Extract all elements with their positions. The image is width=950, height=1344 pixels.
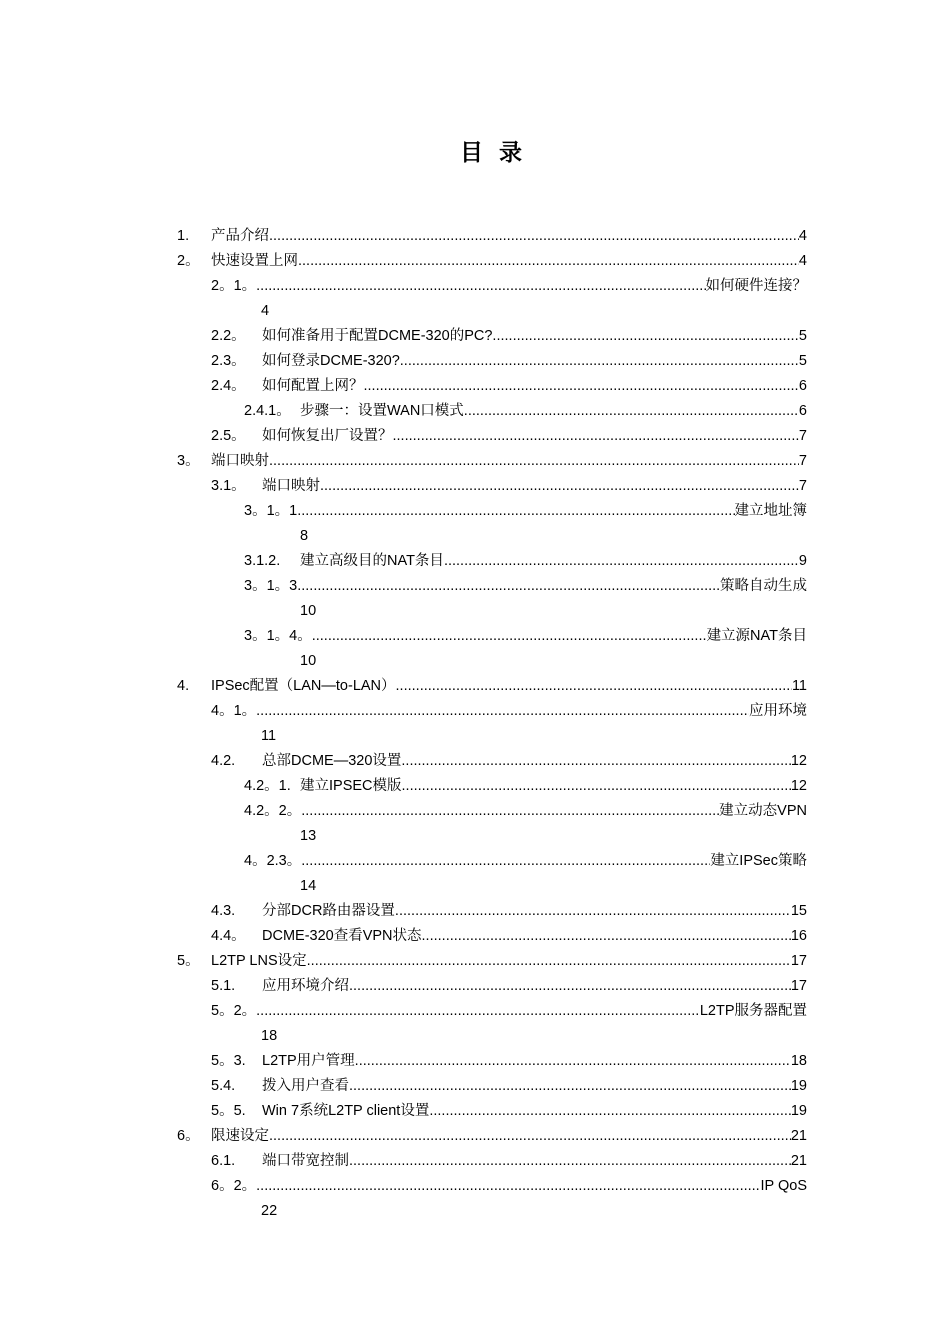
toc-entry-title: 建立动态VPN bbox=[719, 803, 807, 819]
toc-entry-number: 6。 bbox=[177, 1128, 200, 1144]
toc-page-number: 8 bbox=[300, 528, 309, 544]
toc-entry-number: 4.3. bbox=[211, 903, 236, 919]
toc-dot-leader bbox=[307, 949, 791, 974]
toc-entry-title: IP QoS bbox=[760, 1178, 807, 1194]
toc-page-number: 11 bbox=[261, 728, 277, 744]
toc-entry-title: 端口映射 bbox=[211, 453, 269, 469]
toc-page-number: 5 bbox=[798, 353, 807, 369]
toc-entry-number: 4.2. bbox=[211, 753, 236, 769]
toc-entry-number: 4.2。1. bbox=[244, 778, 291, 794]
toc-page-number: 17 bbox=[790, 953, 807, 969]
toc-entry-title: 建立地址簿 bbox=[734, 503, 807, 519]
toc-page-number: 10 bbox=[300, 653, 317, 669]
toc-entry-number: 4。2.3。 bbox=[244, 853, 302, 869]
toc-entry[interactable] bbox=[177, 1074, 807, 1099]
toc-entry-number: 3.1.2. bbox=[244, 553, 281, 569]
toc-entry-title: 策略自动生成 bbox=[720, 578, 807, 594]
toc-page-number: 22 bbox=[261, 1203, 278, 1219]
toc-entry[interactable] bbox=[177, 849, 807, 874]
toc-entry-number: 5。 bbox=[177, 953, 200, 969]
toc-page-number: 15 bbox=[790, 903, 807, 919]
toc-entry-title: IPSec配置（LAN—to-LAN） bbox=[211, 678, 396, 694]
toc-entry[interactable] bbox=[177, 474, 807, 499]
toc-entry-number: 4.2。2。 bbox=[244, 803, 302, 819]
toc-entry-number: 2.4。 bbox=[211, 378, 246, 394]
toc-page-number: 4 bbox=[798, 228, 807, 244]
toc-dot-leader bbox=[429, 1099, 791, 1124]
toc-entry-title: 端口带宽控制 bbox=[262, 1153, 349, 1169]
toc-dot-leader bbox=[256, 274, 705, 299]
toc-entry[interactable] bbox=[177, 499, 807, 524]
toc-entry-title: 如何登录DCME-320? bbox=[262, 353, 400, 369]
toc-entry[interactable] bbox=[177, 449, 807, 474]
toc-dot-leader bbox=[393, 424, 799, 449]
toc-page-number: 17 bbox=[790, 978, 807, 994]
toc-page-number: 11 bbox=[791, 678, 807, 694]
toc-page-number: 4 bbox=[798, 253, 807, 269]
toc-entry-title: L2TP LNS设定 bbox=[211, 953, 307, 969]
toc-entry[interactable] bbox=[177, 799, 807, 824]
toc-entry[interactable] bbox=[177, 949, 807, 974]
toc-entry-number: 2。 bbox=[177, 253, 200, 269]
toc-dot-leader bbox=[269, 1124, 791, 1149]
toc-entry-title: 总部DCME—320设置 bbox=[262, 753, 402, 769]
toc-dot-leader bbox=[349, 1074, 791, 1099]
toc-dot-leader bbox=[297, 499, 734, 524]
toc-dot-leader bbox=[464, 399, 799, 424]
toc-entry-number: 6。2。 bbox=[211, 1178, 257, 1194]
toc-entry[interactable] bbox=[177, 274, 807, 299]
toc-entry[interactable] bbox=[177, 674, 807, 699]
toc-entry-number: 5。3. bbox=[211, 1053, 246, 1069]
toc-entry-title: 如何配置上网？ bbox=[262, 378, 364, 394]
toc-entry-title: L2TP用户管理 bbox=[262, 1053, 355, 1069]
toc-dot-leader bbox=[400, 349, 799, 374]
toc-entry[interactable] bbox=[177, 1149, 807, 1174]
toc-page-number: 6 bbox=[798, 403, 807, 419]
toc-entry[interactable] bbox=[177, 324, 807, 349]
toc-page-number: 14 bbox=[300, 878, 317, 894]
toc-entry[interactable] bbox=[177, 699, 807, 724]
toc-page-number: 12 bbox=[790, 778, 807, 794]
toc-entry-number: 4.4。 bbox=[211, 928, 246, 944]
toc-entry-number: 2.2。 bbox=[211, 328, 246, 344]
toc-entry-title: 端口映射 bbox=[262, 478, 320, 494]
toc-entry-number: 1. bbox=[177, 228, 190, 244]
toc-dot-leader bbox=[349, 974, 791, 999]
toc-entry-number: 5。5. bbox=[211, 1103, 246, 1119]
toc-page-number: 12 bbox=[790, 753, 807, 769]
toc-entry-title: DCME-320查看VPN状态 bbox=[262, 928, 422, 944]
toc-entry-title: 建立高级目的NAT条目 bbox=[300, 553, 444, 569]
toc-entry-number: 2.3。 bbox=[211, 353, 246, 369]
toc-entry-title: 应用环境介绍 bbox=[262, 978, 349, 994]
toc-entry-number: 3。1。1 bbox=[244, 503, 298, 519]
toc-page-number: 10 bbox=[300, 603, 317, 619]
toc-dot-leader bbox=[298, 249, 799, 274]
toc-entry-number: 2.4.1。 bbox=[244, 403, 291, 419]
toc-dot-leader bbox=[256, 1174, 760, 1199]
toc-entry-title: Win 7系统L2TP client设置 bbox=[262, 1103, 430, 1119]
toc-page-number: 7 bbox=[798, 478, 807, 494]
toc-page-number: 21 bbox=[790, 1153, 807, 1169]
toc-entry[interactable] bbox=[177, 924, 807, 949]
toc-entry[interactable] bbox=[177, 899, 807, 924]
toc-entry[interactable] bbox=[177, 749, 807, 774]
toc-page-number: 19 bbox=[790, 1103, 807, 1119]
toc-dot-leader bbox=[349, 1149, 791, 1174]
toc-entry-title: 限速设定 bbox=[211, 1128, 269, 1144]
toc-page-number: 7 bbox=[798, 453, 807, 469]
toc-page-number: 4 bbox=[261, 303, 270, 319]
toc-entry[interactable] bbox=[177, 424, 807, 449]
toc-title: 目 录 bbox=[459, 140, 526, 166]
toc-entry-number: 2.5。 bbox=[211, 428, 246, 444]
toc-entry[interactable] bbox=[177, 249, 807, 274]
toc-entry-title: 快速设置上网 bbox=[211, 253, 298, 269]
toc-dot-leader bbox=[312, 624, 707, 649]
toc-entry-number: 4. bbox=[177, 678, 190, 694]
toc-entry-title: 如何硬件连接？ bbox=[705, 278, 807, 294]
toc-entry-number: 3。 bbox=[177, 453, 200, 469]
toc-dot-leader bbox=[269, 449, 799, 474]
toc-entry[interactable] bbox=[177, 224, 807, 249]
toc-entry-title: 建立IPSEC模版 bbox=[300, 778, 402, 794]
toc-entry-number: 5。2。 bbox=[211, 1003, 257, 1019]
toc-page-number: 6 bbox=[798, 378, 807, 394]
toc-entry[interactable] bbox=[177, 1124, 807, 1149]
toc-dot-leader bbox=[301, 799, 719, 824]
toc-dot-leader bbox=[396, 674, 792, 699]
toc-page-number: 19 bbox=[790, 1078, 807, 1094]
toc-entry-title: 如何恢复出厂设置？ bbox=[262, 428, 393, 444]
toc-entry-number: 5.1. bbox=[211, 978, 236, 994]
toc-entry[interactable] bbox=[177, 624, 807, 649]
toc-dot-leader bbox=[492, 324, 799, 349]
toc-entry-title: 拨入用户查看 bbox=[262, 1078, 349, 1094]
toc-entry[interactable] bbox=[177, 974, 807, 999]
toc-page-number: 21 bbox=[790, 1128, 807, 1144]
toc-entry-title: 建立IPSec策略 bbox=[710, 853, 807, 869]
toc-entry[interactable] bbox=[177, 999, 807, 1024]
toc-entry-title: L2TP服务器配置 bbox=[699, 1003, 807, 1019]
toc-page-number: 18 bbox=[790, 1053, 807, 1069]
toc-page-number: 13 bbox=[300, 828, 317, 844]
toc-dot-leader bbox=[320, 474, 799, 499]
toc-entry[interactable] bbox=[177, 549, 807, 574]
toc-entry[interactable] bbox=[177, 1174, 807, 1199]
toc-page-number: 16 bbox=[790, 928, 807, 944]
toc-dot-leader bbox=[444, 549, 799, 574]
toc-entry-title: 产品介绍 bbox=[211, 228, 269, 244]
toc-dot-leader bbox=[364, 374, 799, 399]
toc-entry[interactable] bbox=[177, 349, 807, 374]
toc-page-number: 5 bbox=[798, 328, 807, 344]
toc-entry-title: 步骤一：设置WAN口模式 bbox=[300, 403, 464, 419]
toc-entry-number: 3.1。 bbox=[211, 478, 246, 494]
toc-dot-leader bbox=[297, 574, 720, 599]
toc-entry-number: 5.4. bbox=[211, 1078, 236, 1094]
toc-dot-leader bbox=[402, 774, 791, 799]
toc-dot-leader bbox=[256, 999, 700, 1024]
toc-entry-title: 分部DCR路由器设置 bbox=[262, 903, 395, 919]
toc-entry[interactable] bbox=[177, 1099, 807, 1124]
toc-entry[interactable] bbox=[177, 399, 807, 424]
toc-entry-number: 2。1。 bbox=[211, 278, 257, 294]
toc-entry-number: 4。1。 bbox=[211, 703, 257, 719]
toc-entry[interactable] bbox=[177, 374, 807, 399]
toc-dot-leader bbox=[301, 849, 710, 874]
toc-entry-title: 应用环境 bbox=[749, 703, 807, 719]
table-of-contents bbox=[177, 224, 807, 1224]
toc-entry-title: 如何准备用于配置DCME-320的PC? bbox=[262, 328, 493, 344]
toc-page-number: 18 bbox=[261, 1028, 278, 1044]
toc-dot-leader bbox=[355, 1049, 791, 1074]
toc-entry[interactable] bbox=[177, 1049, 807, 1074]
toc-entry-number: 3。1。3 bbox=[244, 578, 298, 594]
toc-page-number: 7 bbox=[798, 428, 807, 444]
toc-dot-leader bbox=[422, 924, 791, 949]
toc-entry-number: 6.1. bbox=[211, 1153, 236, 1169]
toc-entry-title: 建立源NAT条目 bbox=[706, 628, 807, 644]
toc-page-number: 9 bbox=[798, 553, 807, 569]
toc-entry[interactable] bbox=[177, 574, 807, 599]
toc-entry[interactable] bbox=[177, 774, 807, 799]
toc-dot-leader bbox=[256, 699, 749, 724]
toc-dot-leader bbox=[395, 899, 791, 924]
toc-dot-leader bbox=[269, 224, 799, 249]
toc-dot-leader bbox=[401, 749, 790, 774]
toc-entry-number: 3。1。4。 bbox=[244, 628, 312, 644]
